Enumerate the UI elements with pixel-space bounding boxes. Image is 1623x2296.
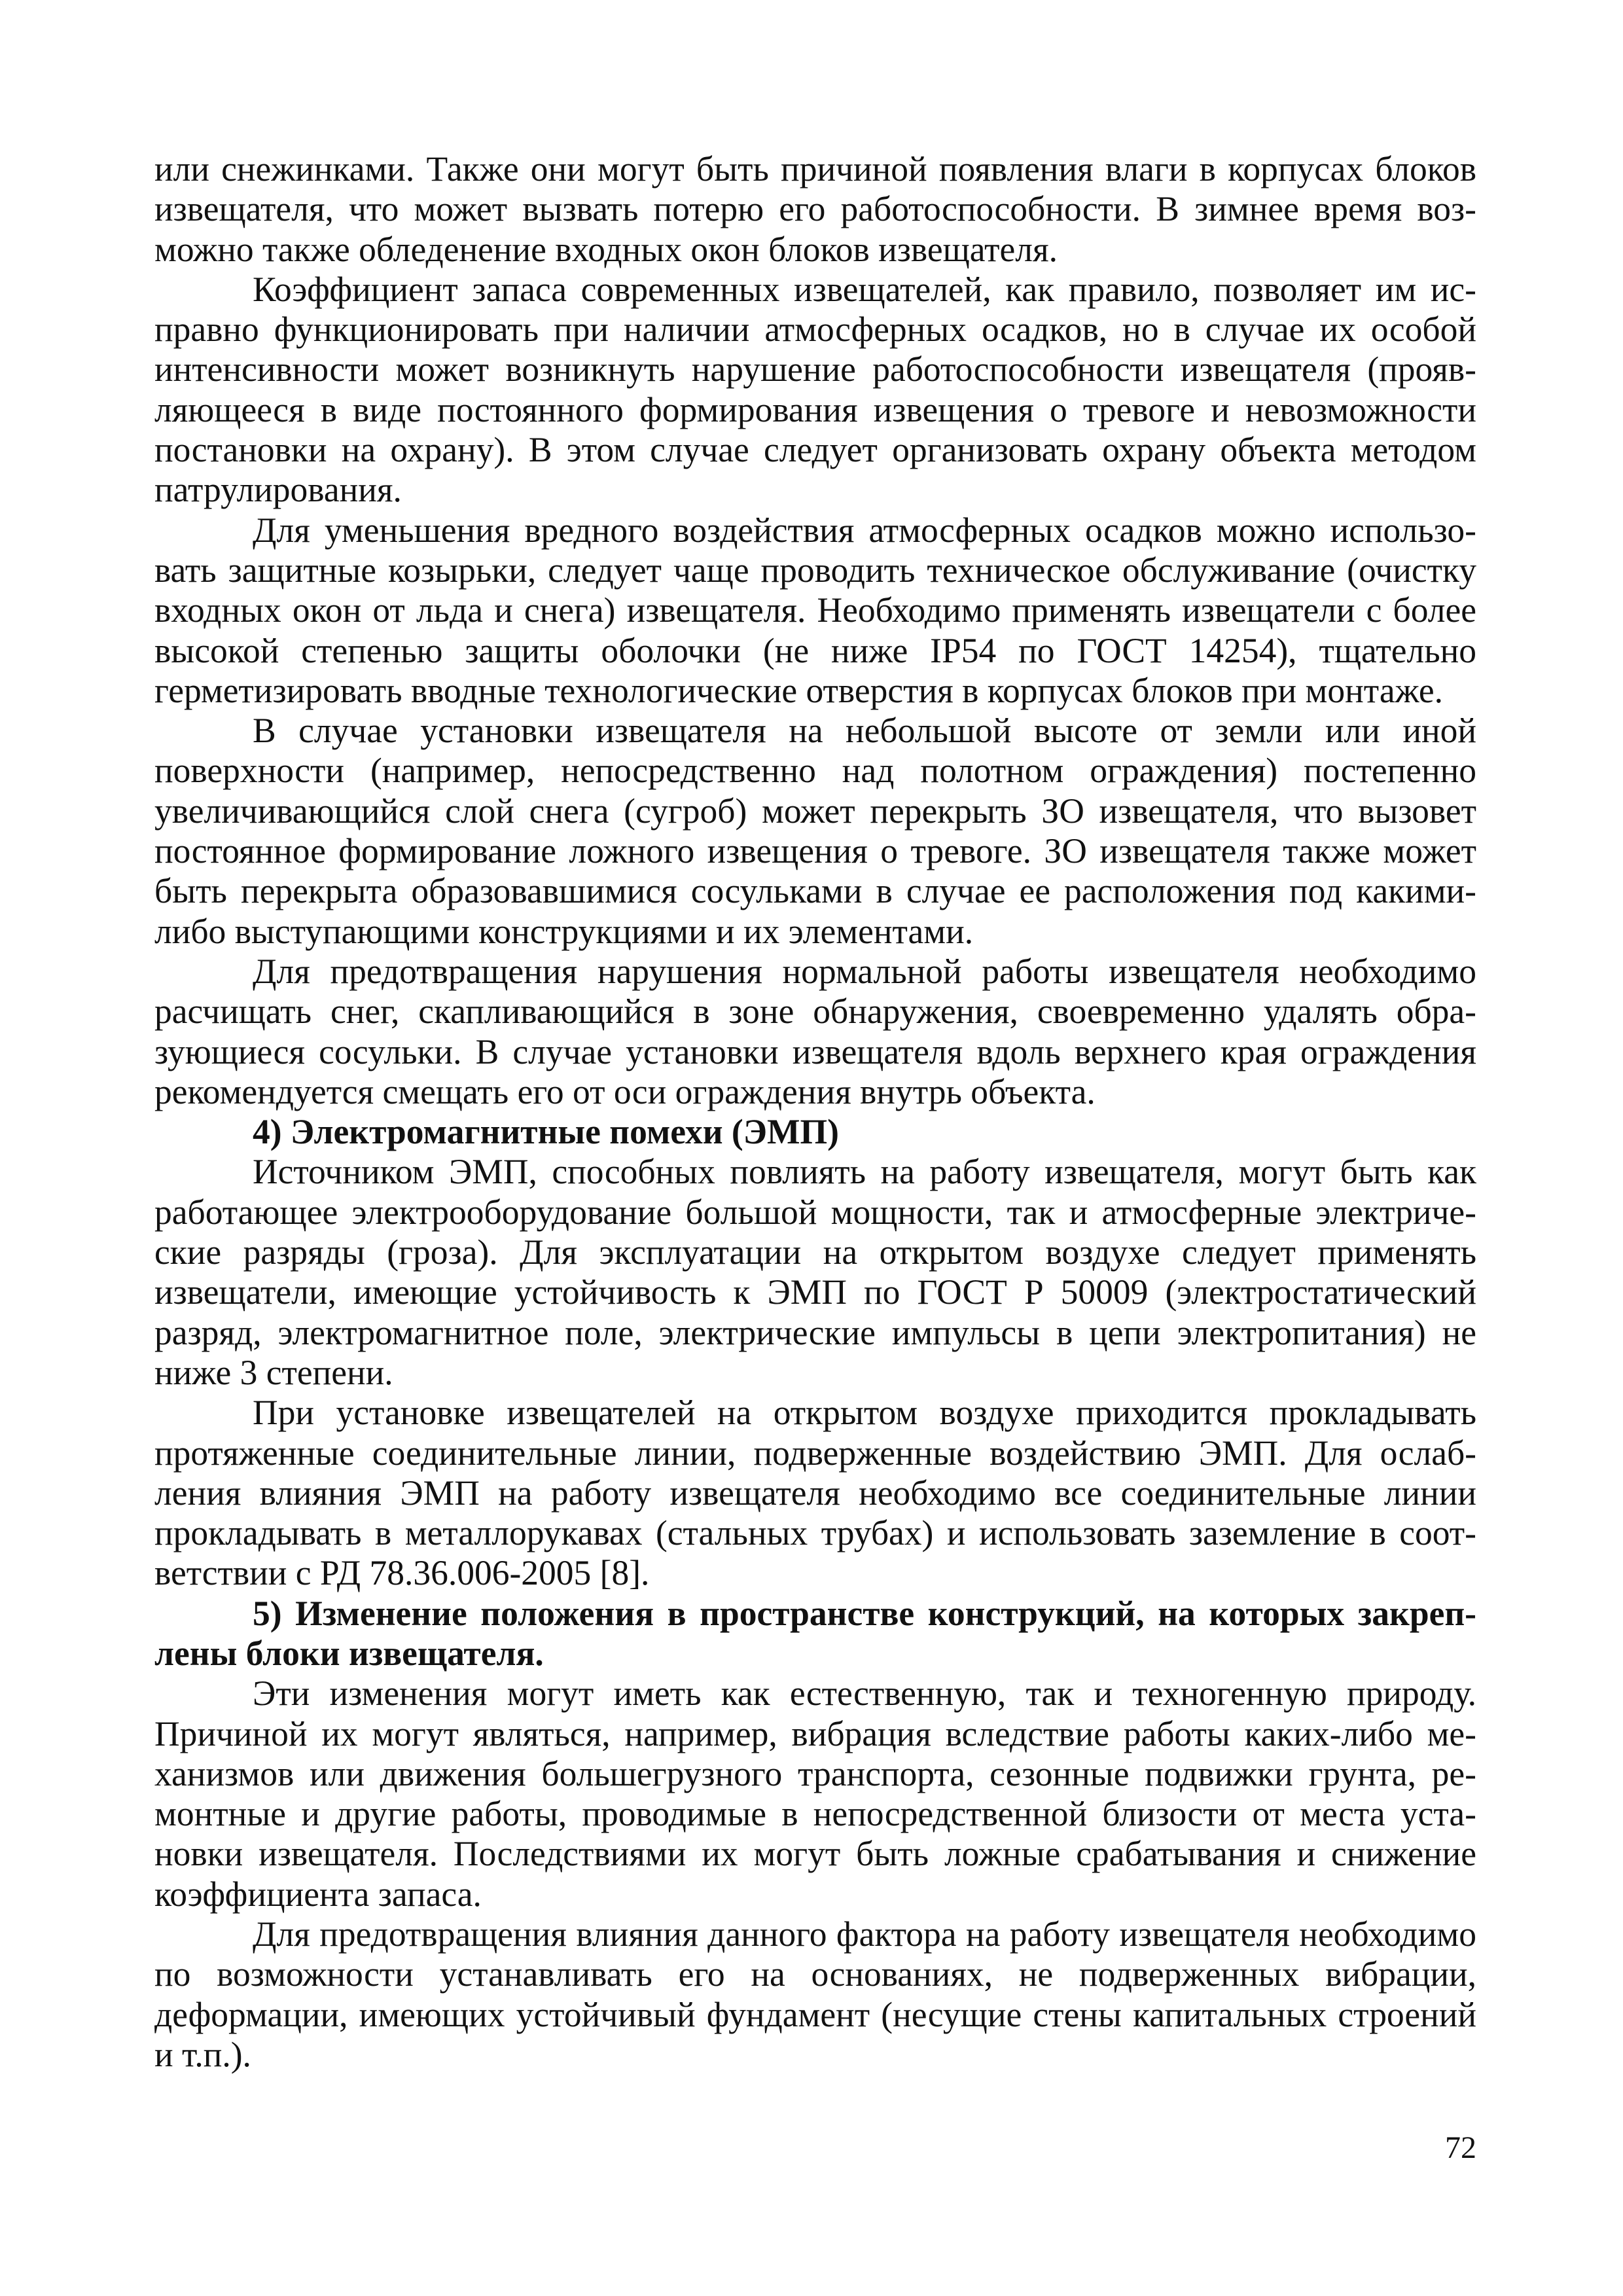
paragraph-snow-clearing: Для предотвращения нарушения нормальной работы извещателя необходимо расчищать снег, скапливающийся в зоне обнаружения, своевременно удалять образующиеся сосульки. В случае установки извещателя вдоль верхнего края ограждения рекомендуется смещать его от оси ограждения внутрь объекта. [154,951,1476,1111]
paragraph-continuation: или снежинками. Также они могут быть причиной появления влаги в корпусах блоков извещателя, что может вызвать потерю его работоспособности. В зимнее время возможно также обледенение входных окон блоков извещателя. [154,149,1476,269]
paragraph-position-causes: Эти изменения могут иметь как естественную, так и техногенную природу. Причиной их могут являться, например, вибрация вследствие работы каких-либо механизмов или движения большегрузного транспорта, сезонные подвижки грунта, ремонтные и другие работы, проводимые в непосредственной близости от места установки извещателя. Последствиями их могут быть ложные срабатывания и снижение коэффициента запаса. [154,1674,1476,1914]
paragraph-reserve-coefficient: Коэффициент запаса современных извещателей, как правило, позволяет им исправно функционировать при наличии атмосферных осадков, но в случае их особой интенсивности может возникнуть нарушение работоспособности извещателя (проявляющееся в виде постоянного формирования извещения о тревоге и невозможности постановки на охрану). В этом случае следует организовать охрану объекта методом патрулирования. [154,269,1476,510]
section-heading-position-change: 5) Изменение положения в пространстве конструкций, на которых закреплены блоки извещателя. [154,1593,1476,1673]
section-heading-emi: 4) Электромагнитные помехи (ЭМП) [253,1112,839,1152]
paragraph-position-prevention: Для предотвращения влияния данного фактора на работу извещателя необходимо по возможности устанавливать его на основаниях, не подверженных вибрации, деформации, имеющих устойчивый фундамент (несущие стены капитальных строений и т.п.). [154,1914,1476,2074]
page-body [154,149,1476,2075]
paragraph-precipitation-protection: Для уменьшения вредного воздействия атмосферных осадков можно использовать защитные козырьки, следует чаще проводить техническое обслуживание (очистку входных окон от льда и снега) извещателя. Необходимо применять извещатели с более высокой степенью защиты оболочки (не ниже IP54 по ГОСТ 14254), тщательно герметизировать вводные технологические отверстия в корпусах блоков при монтаже. [154,510,1476,710]
paragraph-emi-sources: Источником ЭМП, способных повлиять на работу извещателя, могут быть как работающее электрооборудование большой мощности, так и атмосферные электрические разряды (гроза). Для эксплуатации на открытом воздухе следует применять извещатели, имеющие устойчивость к ЭМП по ГОСТ Р 50009 (электростатический разряд, электромагнитное поле, электрические импульсы в цепи электропитания) не ниже 3 степени. [154,1152,1476,1392]
paragraph-emi-lines: При установке извещателей на открытом воздухе приходится прокладывать протяженные соединительные линии, подверженные воздействию ЭМП. Для ослабления влияния ЭМП на работу извещателя необходимо все соединительные линии прокладывать в металлорукавах (стальных трубах) и использовать заземление в соответствии с РД 78.36.006-2005 [8]. [154,1393,1476,1593]
paragraph-snow-coverage: В случае установки извещателя на небольшой высоте от земли или иной поверхности (например, непосредственно над полотном ограждения) постепенно увеличивающийся слой снега (сугроб) может перекрыть ЗО извещателя, что вызовет постоянное формирование ложного извещения о тревоге. ЗО извещателя также может быть перекрыта образовавшимися сосульками в случае ее расположения под какими-либо выступающими конструкциями и их элементами. [154,711,1476,951]
page-number: 72 [1445,2130,1476,2165]
